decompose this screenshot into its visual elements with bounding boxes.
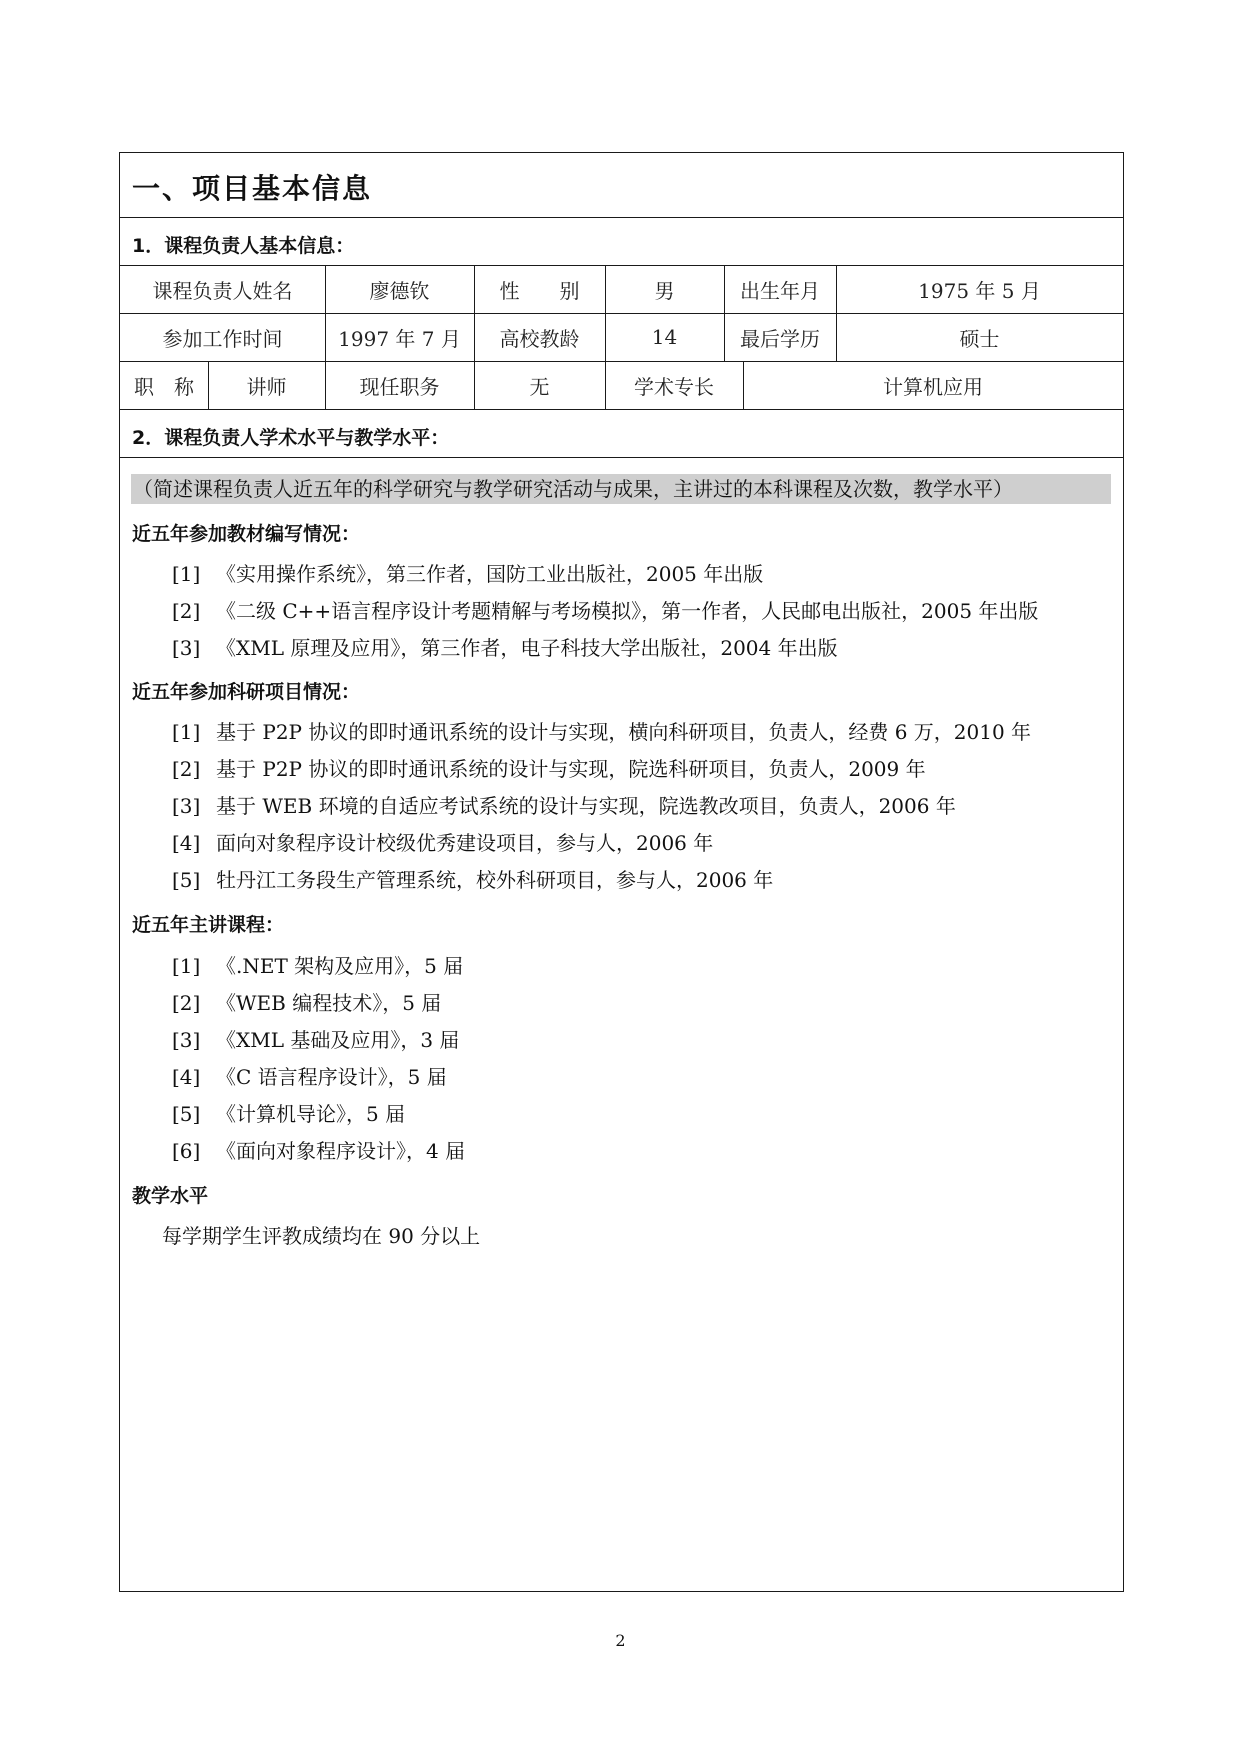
list-item: [2] 《WEB 编程技术》，5 届 xyxy=(172,991,442,1015)
list-item: [5] 《计算机导论》，5 届 xyxy=(172,1102,406,1126)
research-heading: 近五年参加科研项目情况： xyxy=(132,681,361,703)
value-gender: 男 xyxy=(654,278,675,303)
list-item: [3] 《XML 原理及应用》，第三作者，电子科技大学出版社，2004 年出版 xyxy=(172,636,838,660)
list-item: [4] 《C 语言程序设计》，5 届 xyxy=(172,1065,447,1089)
list-item: [2] 《二级 C++语言程序设计考题精解与考场模拟》，第一作者，人民邮电出版社，2005 年出版 xyxy=(172,599,1039,623)
value-birth: 1975 年 5 月 xyxy=(918,278,1041,303)
value-position: 无 xyxy=(529,374,550,399)
list-item: [3] 《XML 基础及应用》，3 届 xyxy=(172,1028,460,1052)
section-title: 一、项目基本信息 xyxy=(132,172,373,205)
divider xyxy=(120,409,1123,410)
list-item: [3] 基于 WEB 环境的自适应考试系统的设计与实现，院选教改项目，负责人，2006 年 xyxy=(172,794,956,818)
teaching-text: 每学期学生评教成绩均在 90 分以上 xyxy=(162,1224,481,1248)
label-title: 职 称 xyxy=(134,374,194,399)
textbooks-heading: 近五年参加教材编写情况： xyxy=(132,523,361,545)
label-name: 课程负责人姓名 xyxy=(152,278,293,303)
value-title: 讲师 xyxy=(246,374,287,399)
label-education: 最后学历 xyxy=(740,326,820,351)
value-education: 硕士 xyxy=(959,326,1000,351)
label-birth: 出生年月 xyxy=(740,278,820,303)
list-item: [5] 牡丹江工务段生产管理系统，校外科研项目，参与人，2006 年 xyxy=(172,868,774,892)
value-teaching-years: 14 xyxy=(651,325,678,349)
divider xyxy=(120,457,1123,458)
info-form-table xyxy=(119,152,1124,1592)
courses-heading: 近五年主讲课程： xyxy=(132,914,285,936)
academic-subtitle: 2．课程负责人学术水平与教学水平： xyxy=(132,427,450,449)
label-position: 现任职务 xyxy=(359,374,440,399)
label-specialty: 学术专长 xyxy=(634,374,714,399)
list-item: [1] 《.NET 架构及应用》，5 届 xyxy=(172,954,464,978)
label-gender: 性 别 xyxy=(499,278,580,303)
page-number: 2 xyxy=(615,1631,626,1650)
list-item: [2] 基于 P2P 协议的即时通讯系统的设计与实现，院选科研项目，负责人，2009 年 xyxy=(172,757,926,781)
value-specialty: 计算机应用 xyxy=(883,374,983,399)
list-item: [4] 面向对象程序设计校级优秀建设项目，参与人，2006 年 xyxy=(172,831,714,855)
instruction-hint: （简述课程负责人近五年的科学研究与教学研究活动与成果，主讲过的本科课程及次数，教学水平） xyxy=(131,474,1111,504)
basic-info-subtitle: 1．课程负责人基本信息： xyxy=(132,235,355,257)
value-name: 廖德钦 xyxy=(369,278,430,303)
label-teaching-years: 高校教龄 xyxy=(499,326,580,351)
divider xyxy=(120,217,1123,218)
list-item: [1] 基于 P2P 协议的即时通讯系统的设计与实现，横向科研项目，负责人，经费 6 万，2010 年 xyxy=(172,720,1032,744)
teaching-heading: 教学水平 xyxy=(132,1185,209,1207)
list-item: [1] 《实用操作系统》，第三作者，国防工业出版社，2005 年出版 xyxy=(172,562,764,586)
value-work-start: 1997 年 7 月 xyxy=(338,326,461,351)
list-item: [6] 《面向对象程序设计》，4 届 xyxy=(172,1139,466,1163)
label-work-start: 参加工作时间 xyxy=(162,326,283,351)
